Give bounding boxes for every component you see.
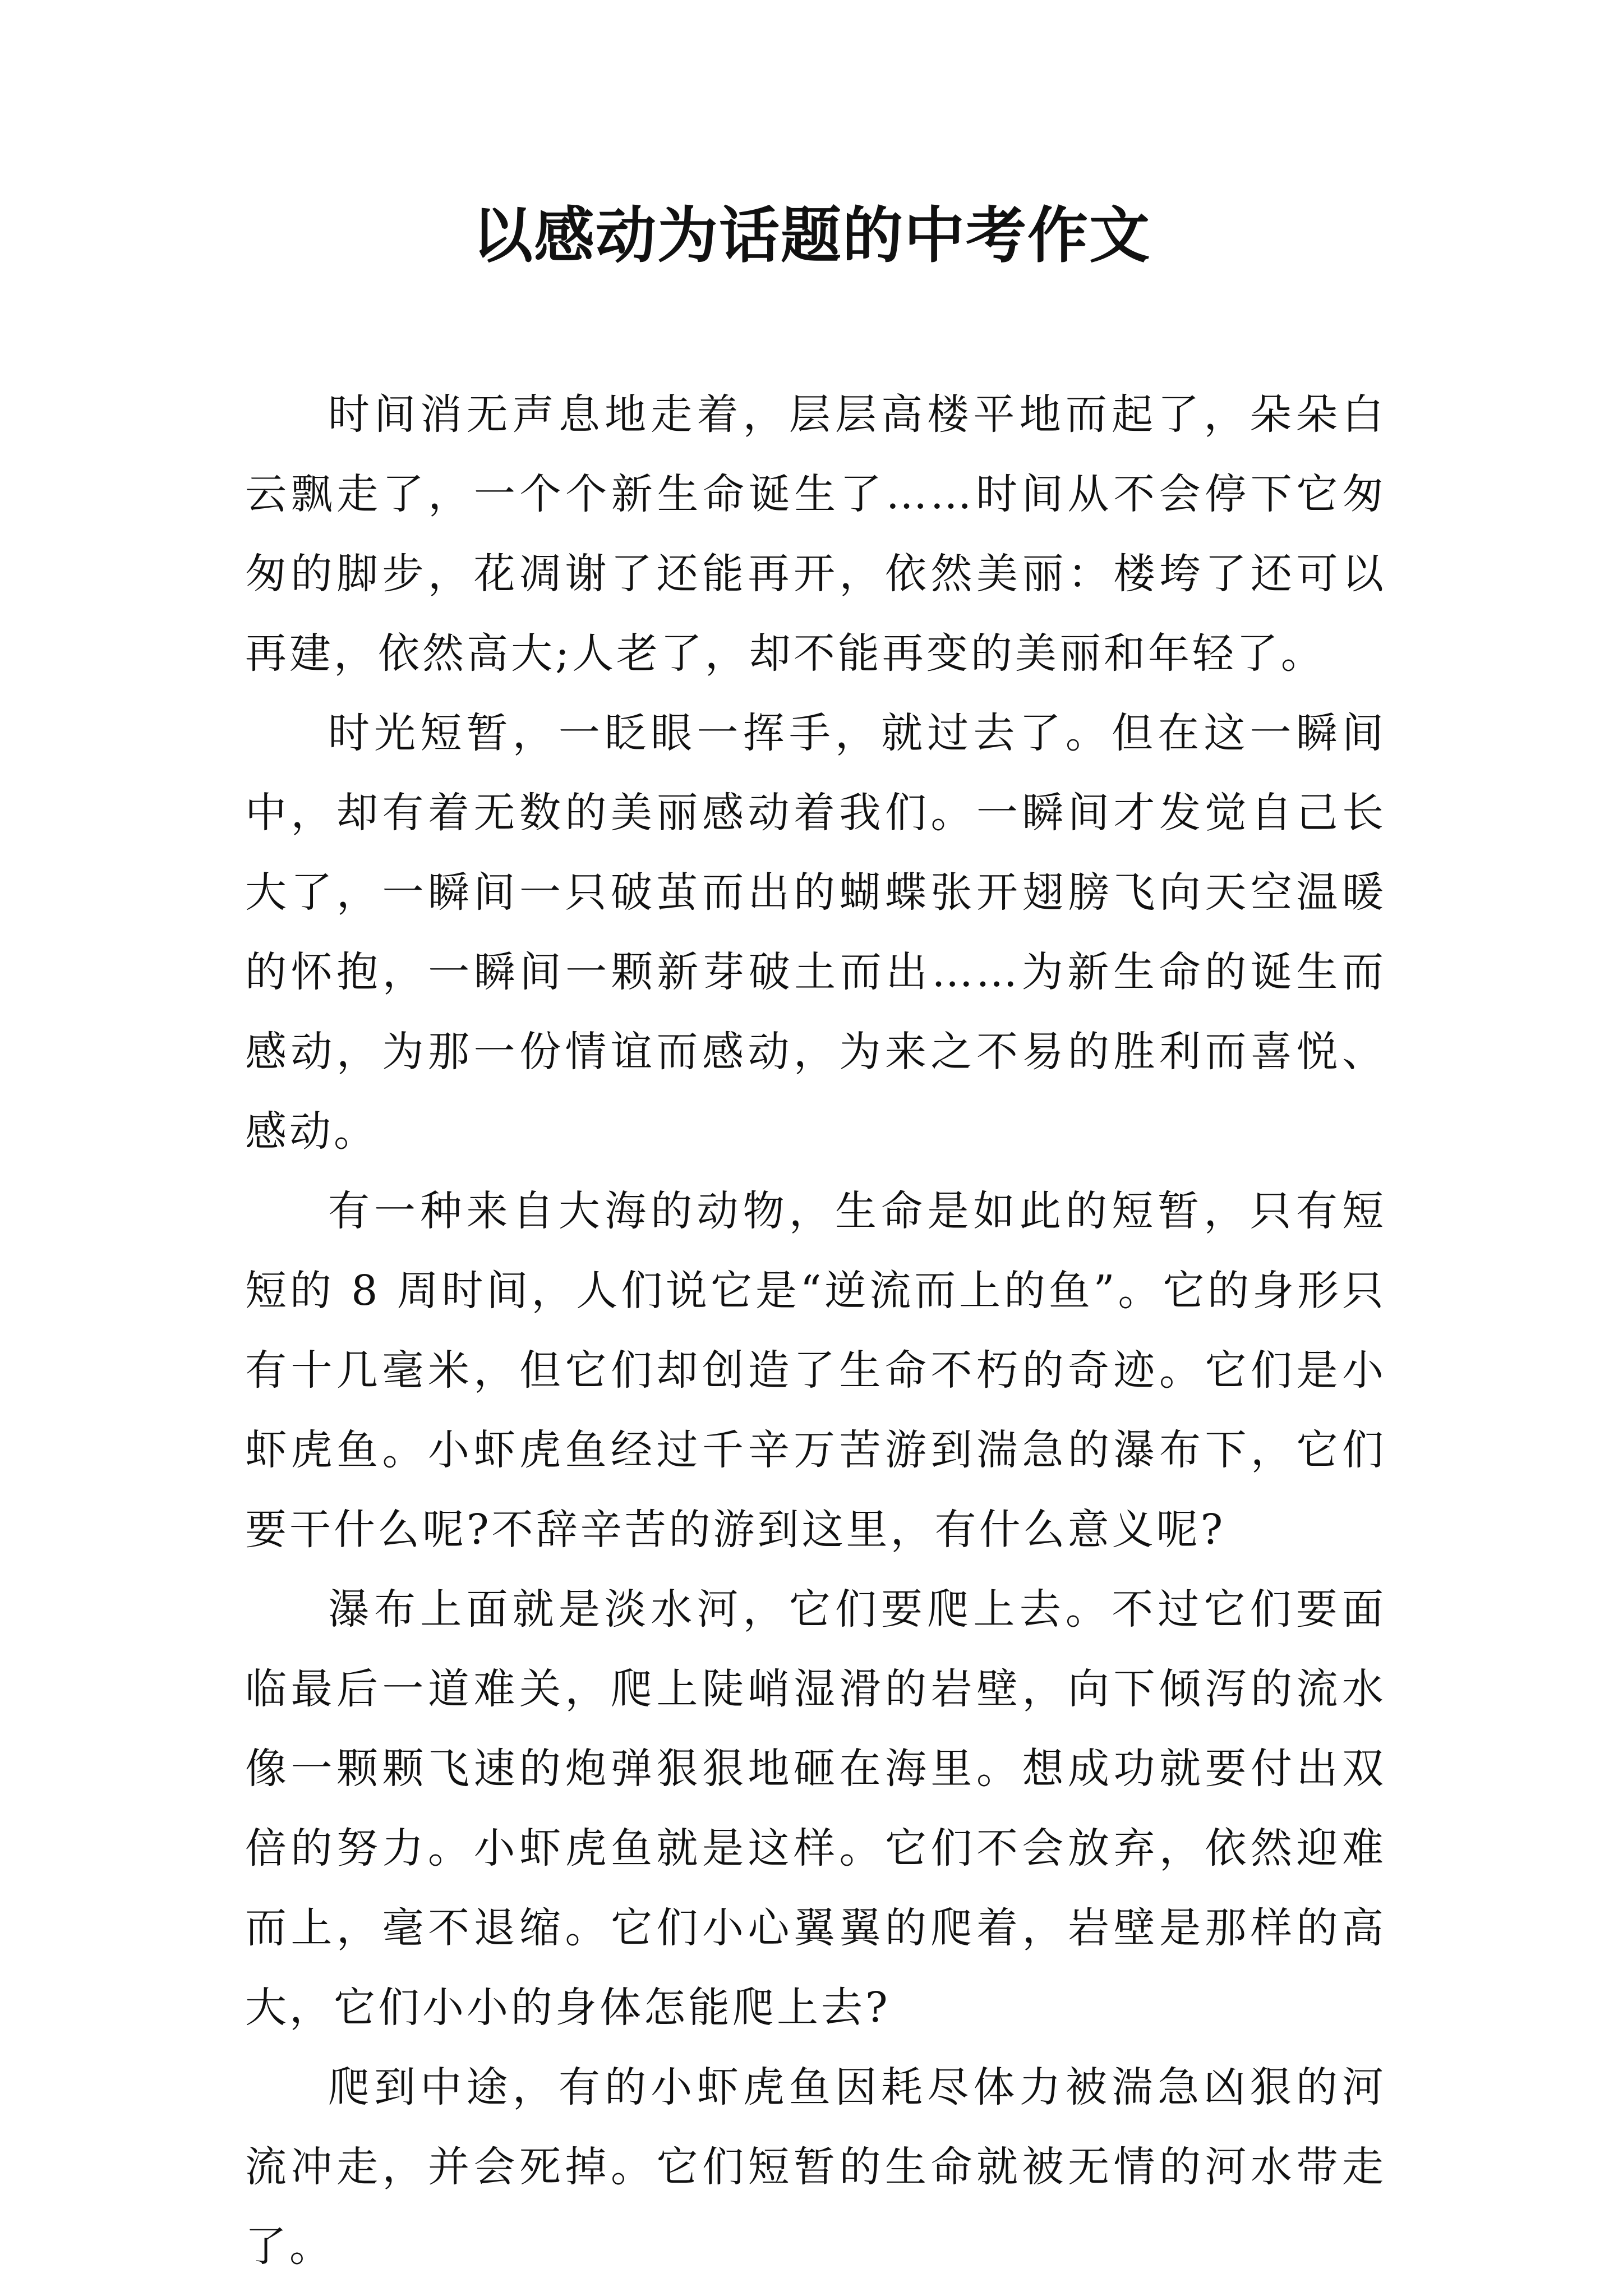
paragraph: 瀑布上面就是淡水河，它们要爬上去。不过它们要面临最后一道难关，爬上陡峭湿滑的岩壁，向下倾泻的流水像一颗颗飞速的炮弹狠狠地砸在海里。想成功就要付出双倍的努力。小虾虎鱼就是这样。它们不会放弃，依然迎难而上，毫不退缩。它们小心翼翼的爬着，岩壁是那样的高大，它们小小的身体怎能爬上去? <box>245 1585 1386 2032</box>
paragraph: 时间消无声息地走着，层层高楼平地而起了，朵朵白云飘走了，一个个新生命诞生了……时间从不会停下它匆匆的脚步，花凋谢了还能再开，依然美丽：楼垮了还可以再建，依然高大;人老了，却不能再变的美丽和年轻了。 <box>245 390 1386 678</box>
paragraph: 爬到中途，有的小虾虎鱼因耗尽体力被湍急凶狠的河流冲走，并会死掉。它们短暂的生命就被无情的河水带走了。 <box>245 2063 1386 2271</box>
paragraph: 有一种来自大海的动物，生命是如此的短暂，只有短短的 8 周时间，人们说它是“逆流而上的鱼”。它的身形只有十几毫米，但它们却创造了生命不朽的奇迹。它们是小虾虎鱼。小虾虎鱼经过千辛万苦游到湍急的瀑布下，它们要干什么呢?不辞辛苦的游到这里，有什么意义呢? <box>245 1187 1386 1554</box>
paragraph: 时光短暂，一眨眼一挥手，就过去了。但在这一瞬间中，却有着无数的美丽感动着我们。一瞬间才发觉自己长大了，一瞬间一只破茧而出的蝴蝶张开翅膀飞向天空温暖的怀抱，一瞬间一颗新芽破土而出……为新生命的诞生而感动，为那一份情谊而感动，为来之不易的胜利而喜悦、感动。 <box>245 709 1386 1156</box>
document-body <box>245 375 1386 2286</box>
document-title: 以感动为话题的中考作文 <box>472 200 1151 271</box>
